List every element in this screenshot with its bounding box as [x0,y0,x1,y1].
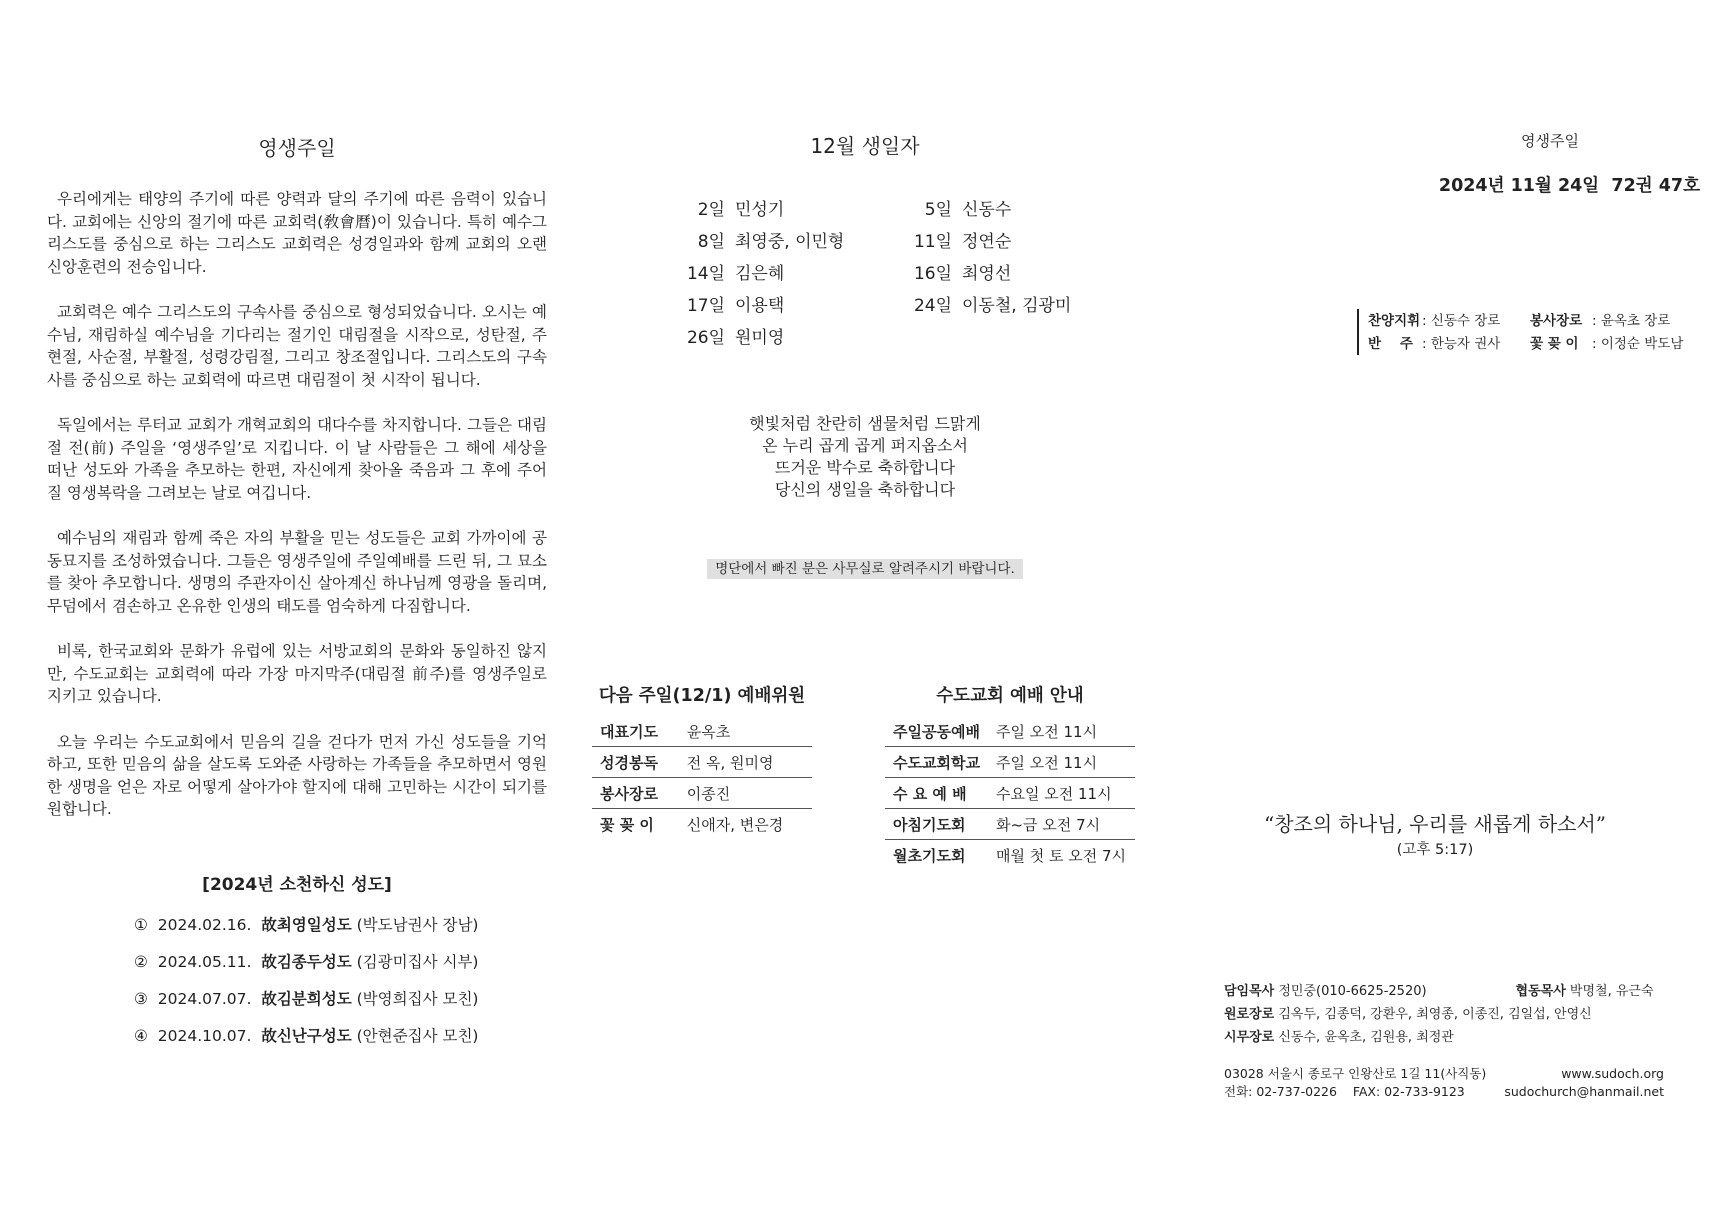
table-row: 아침기도회 화~금 오전 7시 [885,809,1135,840]
birthday-item: 5일 신동수 [924,200,1012,220]
birthday-poem: 햇빛처럼 찬란히 샘물처럼 드맑게 온 누리 곱게 곱게 퍼지옵소서 뜨거운 박수로 축하합니다 당신의 생일을 축하합니다 [749,414,981,499]
birthday-title: 12월 생일자 [810,134,920,158]
roles-box [1368,310,1708,356]
paragraph: 우리에게는 태양의 주기에 따른 양력과 달의 주기에 따른 음력이 있습니다. 교회에는 신앙의 절기에 따른 교회력(敎會曆)이 있습니다. 특히 예수그리스도를 중심으로 하는 그리스도 교회력은 성경일과와 함께 교회의 오랜 신앙훈련의 전승입니다. [47,190,547,276]
deceased-item: ④ 2024.10.07. 故신난구성도 (안현준집사 모친) [134,1027,479,1045]
deceased-item: ③ 2024.07.07. 故김분희성도 (박영희집사 모친) [134,990,479,1008]
birthday-list-right [902,195,1132,323]
birthday-item: 16일 최영선 [913,264,1012,284]
table-row: 성경봉독 전 옥, 원미영 [592,747,812,778]
staff-row: 원로장로 김옥두, 김종덕, 강환우, 최영종, 이종진, 김일섭, 안영신 [1224,1007,1592,1022]
table-row: 봉사장로 이종진 [592,778,812,809]
staff-list [1224,980,1694,1049]
motto: “창조의 하나님, 우리를 새롭게 하소서” [1263,812,1607,836]
contact-row [1224,1065,1664,1083]
motto-ref: (고후 5:17) [1396,842,1474,858]
bulletin-label: 영생주일 [1521,132,1579,150]
website-link[interactable]: www.sudoch.org [1561,1066,1664,1081]
staff-row: 시무장로 신동수, 윤옥초, 김원용, 최정관 [1224,1030,1454,1045]
table-row: 주일공동예배 주일 오전 11시 [885,716,1135,747]
table-row: 꽃 꽂 이 신애자, 변은경 [600,816,784,834]
paragraph: 오늘 우리는 수도교회에서 믿음의 길을 걷다가 먼저 가신 성도들을 기억하고, 또한 믿음의 삶을 살도록 도와준 사랑하는 가족들을 추모하면서 영원한 생명을 얻은 자로 어떻게 살아가야 할지에 대해 고민하는 시간이 되기를 원합니다. [47,732,547,818]
services-title: 수도교회 예배 안내 [936,686,1084,706]
next-week-table [592,716,812,839]
left-article [47,188,547,844]
email-link[interactable]: sudochurch@hanmail.net [1504,1084,1664,1099]
birthday-list-left [675,195,905,355]
staff-row: 담임목사 정민중(010-6625-2520) 협동목사 박명철, 유근숙 [1224,984,1654,999]
address: 03028 서울시 종로구 인왕산로 1길 11(사직동) [1224,1066,1487,1081]
deceased-title: [2024년 소천하신 성도] [202,875,392,895]
birthday-item: 14일 김은혜 [686,264,785,284]
left-title: 영생주일 [258,136,336,160]
deceased-item: ② 2024.05.11. 故김종두성도 (김광미집사 시부) [134,953,479,971]
deceased-item: ① 2024.02.16. 故최영일성도 (박도남권사 장남) [134,916,479,934]
birthday-item: 11일 정연순 [913,232,1012,252]
paragraph: 교회력은 예수 그리스도의 구속사를 중심으로 형성되었습니다. 오시는 예수님, 재림하실 예수님을 기다리는 절기인 대림절을 시작으로, 성탄절, 주현절, 사순절, 부활절, 성령강림절, 그리고 창조절입니다. 그리스도의 구속사를 중심으로 하는 교회력에 따르면 대림절이 첫 시작이 됩니다. [47,303,547,389]
paragraph: 비록, 한국교회와 문화가 유럽에 있는 서방교회의 문화와 동일하진 않지만, 수도교회는 교회력에 따라 가장 마지막주(대림절 前주)를 영생주일로 지키고 있습니다. [47,642,547,705]
table-row: 대표기도 윤옥초 [592,716,812,747]
birthday-item: 26일 원미영 [686,328,785,348]
notice-wrap [665,557,1065,577]
roles-row: 반 주 : 한능자 권사 꽃 꽂 이 : 이정순 박도남 [1368,336,1684,352]
phone-fax: 전화: 02-737-0226 FAX: 02-733-9123 [1224,1084,1465,1099]
deceased-list [134,913,554,1061]
table-row: 수도교회학교 주일 오전 11시 [885,747,1135,778]
issue-date: 2024년 11월 24일 72권 47호 [1438,176,1700,196]
services-table [885,716,1135,870]
table-row: 수 요 예 배 수요일 오전 11시 [885,778,1135,809]
roles-row: 찬양지휘 : 신동수 장로 봉사장로 : 윤옥초 장로 [1368,313,1671,329]
roles-divider [1357,309,1359,355]
table-row: 월초기도회 매월 첫 토 오전 7시 [893,847,1127,865]
birthday-item: 2일 민성기 [697,200,785,220]
contact-row [1224,1083,1664,1101]
contact-block [1224,1065,1664,1101]
birthday-item: 8일 최영중, 이민형 [697,232,845,252]
paragraph: 예수님의 재림과 함께 죽은 자의 부활을 믿는 성도들은 교회 가까이에 공동묘지를 조성하였습니다. 그들은 영생주일에 주일예배를 드린 뒤, 그 묘소를 찾아 추모합니다. 생명의 주관자이신 살아계신 하나님께 영광을 돌리며, 무덤에서 겸손하고 온유한 인생의 태도를 엄숙하게 다짐합니다. [47,529,547,615]
next-week-title: 다음 주일(12/1) 예배위원 [598,686,806,706]
paragraph: 독일에서는 루터교 교회가 개혁교회의 대다수를 차지합니다. 그들은 대림절 전(前) 주일을 ‘영생주일’로 지킵니다. 이 날 사람들은 그 해에 세상을 떠난 성도와 가족을 추모하는 한편, 자신에게 찾아올 죽음과 그 후에 주어질 영생복락을 그려보는 날로 여깁니다. [47,416,547,502]
birthday-item: 24일 이동철, 김광미 [913,296,1072,316]
notice-text: 명단에서 빠진 분은 사무실로 알려주시기 바랍니다. [707,559,1023,579]
birthday-item: 17일 이용택 [686,296,785,316]
